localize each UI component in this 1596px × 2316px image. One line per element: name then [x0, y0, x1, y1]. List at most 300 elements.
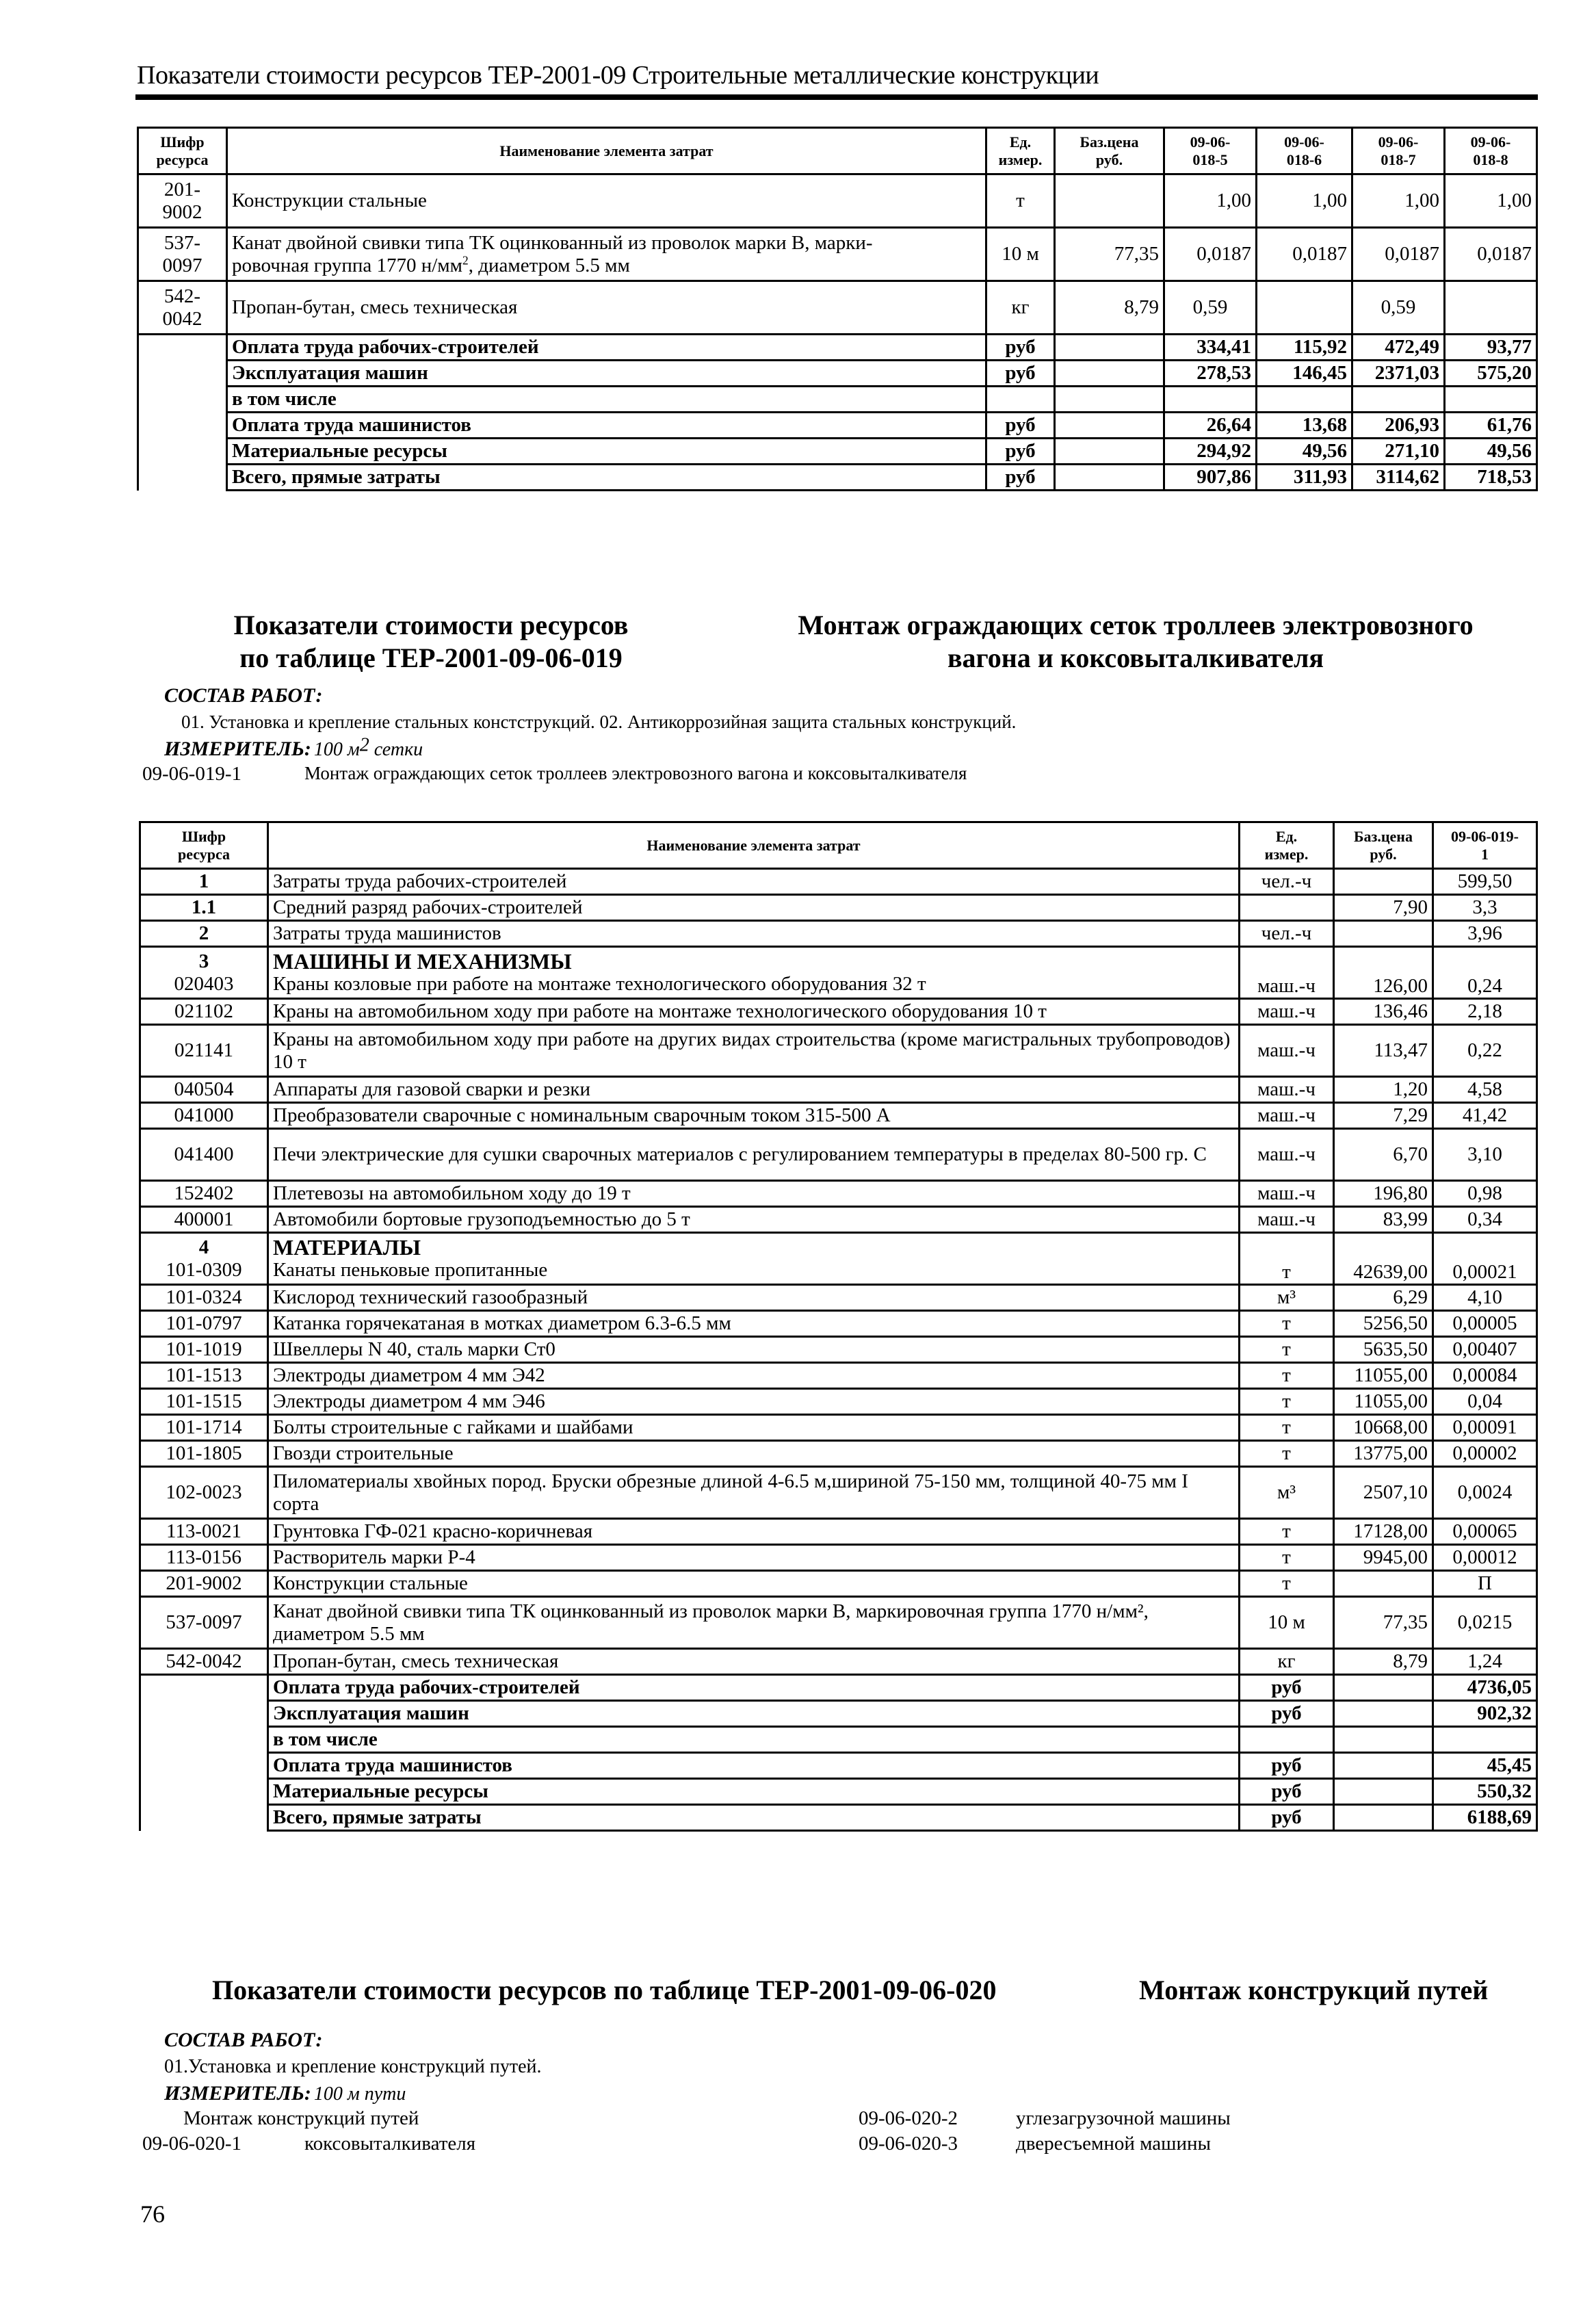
resource-base-price: [1055, 413, 1164, 439]
col-header-018-5: 09-06- 018-5: [1164, 128, 1257, 174]
resource-code: 021102: [140, 999, 268, 1025]
totals-label: Оплата труда рабочих-строителей: [227, 335, 986, 361]
resource-value: 1,24: [1433, 1649, 1537, 1675]
totals-value: [1433, 1727, 1537, 1753]
resource-value: 1,00: [1164, 174, 1257, 228]
resource-name: Аппараты для газовой сварки и резки: [268, 1077, 1240, 1103]
resource-value: 0,0187: [1257, 228, 1352, 281]
totals-value: 45,45: [1433, 1753, 1537, 1779]
item-code: 09-06-019-1: [142, 763, 241, 785]
resource-value: 0,24: [1433, 947, 1537, 999]
resource-name: Затраты труда рабочих-строителей: [268, 869, 1240, 895]
totals-row: [140, 1675, 1537, 1701]
resource-unit: т: [1240, 1233, 1334, 1285]
resource-unit: маш.-ч: [1240, 947, 1334, 999]
resource-unit: т: [1240, 1311, 1334, 1337]
totals-row: [138, 361, 1537, 387]
resource-name: Швеллеры N 40, сталь марки Ст0: [268, 1337, 1240, 1363]
table-row: [140, 1311, 1537, 1337]
table-row: [140, 1571, 1537, 1597]
resource-unit: т: [1240, 1363, 1334, 1389]
table-row: [138, 228, 1537, 281]
totals-label: Материальные ресурсы: [268, 1779, 1240, 1805]
totals-row: [140, 1805, 1537, 1831]
resource-base-price: 77,35: [1055, 228, 1164, 281]
totals-value: 718,53: [1445, 465, 1537, 491]
resource-unit: кг: [986, 281, 1055, 335]
page-header: Показатели стоимости ресурсов ТЕР-2001-09 Строительные металлические конструкции: [137, 61, 1099, 90]
resource-unit: т: [1240, 1415, 1334, 1441]
resource-base-price: 136,46: [1334, 999, 1433, 1025]
resource-value: 4,58: [1433, 1077, 1537, 1103]
resource-unit: чел.-ч: [1240, 869, 1334, 895]
totals-value: 334,41: [1164, 335, 1257, 361]
resource-name: Плетевозы на автомобильном ходу до 19 т: [268, 1181, 1240, 1207]
table-row: [140, 1285, 1537, 1311]
resource-name: Конструкции стальные: [227, 174, 986, 228]
resource-value: 0,59: [1164, 281, 1257, 335]
resource-name: Краны на автомобильном ходу при работе на других видах строительства (кроме магистральных трубопроводов) 10 т: [268, 1025, 1240, 1077]
resource-unit: т: [1240, 1519, 1334, 1545]
resource-base-price: [1055, 387, 1164, 413]
col-header-unit: Ед. измер.: [986, 128, 1055, 174]
resource-base-price: 10668,00: [1334, 1415, 1433, 1441]
resource-base-price: 11055,00: [1334, 1389, 1433, 1415]
resource-base-price: [1334, 1701, 1433, 1727]
meter: ИЗМЕРИТЕЛЬ: 100 м пути: [164, 2082, 406, 2105]
resource-name: Электроды диаметром 4 мм Э42: [268, 1363, 1240, 1389]
resource-base-price: 77,35: [1334, 1597, 1433, 1649]
totals-row: [140, 1701, 1537, 1727]
resource-unit: т: [986, 174, 1055, 228]
table-row: [140, 1649, 1537, 1675]
col-header-base-price: Баз.цена руб.: [1334, 822, 1433, 869]
header-rule: [135, 94, 1538, 100]
group-label: Монтаж конструкций путей: [183, 2107, 419, 2129]
resource-base-price: 11055,00: [1334, 1363, 1433, 1389]
totals-label: Эксплуатация машин: [268, 1701, 1240, 1727]
resource-value: 4,10: [1433, 1285, 1537, 1311]
table-row: [140, 999, 1537, 1025]
resource-base-price: [1055, 465, 1164, 491]
resource-base-price: 6,29: [1334, 1285, 1433, 1311]
resource-base-price: 13775,00: [1334, 1441, 1433, 1467]
totals-value: 61,76: [1445, 413, 1537, 439]
resource-code: [138, 361, 227, 387]
totals-label: Оплата труда машинистов: [268, 1753, 1240, 1779]
resource-code: [138, 413, 227, 439]
totals-label: Эксплуатация машин: [227, 361, 986, 387]
totals-label: Материальные ресурсы: [227, 439, 986, 465]
resource-code: 101-1805: [140, 1441, 268, 1467]
resource-name: Затраты труда машинистов: [268, 921, 1240, 947]
totals-value: [1352, 387, 1445, 413]
section-subtitle-020: Монтаж конструкций путей: [1139, 1975, 1489, 2005]
resource-unit: т: [1240, 1337, 1334, 1363]
resource-name: Гвозди строительные: [268, 1441, 1240, 1467]
resource-unit: [1240, 895, 1334, 921]
resource-value: 0,00021: [1433, 1233, 1537, 1285]
totals-unit: руб: [986, 465, 1055, 491]
totals-value: 49,56: [1445, 439, 1537, 465]
item-name: углезагрузочной машины: [1016, 2107, 1231, 2129]
resource-code: [138, 387, 227, 413]
totals-unit: руб: [1240, 1805, 1334, 1831]
table-row: [140, 1207, 1537, 1233]
resource-unit: м³: [1240, 1285, 1334, 1311]
totals-row: [140, 1779, 1537, 1805]
resource-unit: 10 м: [1240, 1597, 1334, 1649]
resource-name: Катанка горячекатаная в мотках диаметром 6.3-6.5 мм: [268, 1311, 1240, 1337]
totals-value: [1257, 387, 1352, 413]
resource-base-price: 5256,50: [1334, 1311, 1433, 1337]
resource-code: 021141: [140, 1025, 268, 1077]
totals-value: 206,93: [1352, 413, 1445, 439]
resource-value: 0,00012: [1433, 1545, 1537, 1571]
table-row: [140, 1389, 1537, 1415]
totals-label: в том числе: [227, 387, 986, 413]
resource-base-price: [1055, 335, 1164, 361]
resource-code: 537-0097: [140, 1597, 268, 1649]
table-row: [140, 1467, 1537, 1519]
resource-base-price: [1334, 1727, 1433, 1753]
totals-unit: [1240, 1727, 1334, 1753]
item-code: 09-06-020-3: [859, 2133, 958, 2155]
totals-value: 2371,03: [1352, 361, 1445, 387]
resource-code: 102-0023: [140, 1467, 268, 1519]
table-row: [140, 1363, 1537, 1389]
resource-value: 0,00091: [1433, 1415, 1537, 1441]
totals-value: 49,56: [1257, 439, 1352, 465]
resource-unit: маш.-ч: [1240, 999, 1334, 1025]
resource-code: [138, 335, 227, 361]
resource-value: П: [1433, 1571, 1537, 1597]
resource-base-price: 83,99: [1334, 1207, 1433, 1233]
col-header-018-7: 09-06- 018-7: [1352, 128, 1445, 174]
totals-label: Всего, прямые затраты: [227, 465, 986, 491]
resource-table-019: [139, 821, 1538, 1832]
resource-code: [140, 1753, 268, 1779]
resource-unit: 10 м: [986, 228, 1055, 281]
totals-row: [138, 387, 1537, 413]
resource-code: 2: [140, 921, 268, 947]
resource-value: 0,0187: [1352, 228, 1445, 281]
resource-unit: маш.-ч: [1240, 1181, 1334, 1207]
resource-value: 0,0215: [1433, 1597, 1537, 1649]
resource-code: 041400: [140, 1129, 268, 1181]
resource-base-price: [1334, 921, 1433, 947]
totals-value: [1445, 387, 1537, 413]
resource-value: 0,00002: [1433, 1441, 1537, 1467]
table-row: [140, 1441, 1537, 1467]
resource-value: 0,00407: [1433, 1337, 1537, 1363]
resource-value: 0,0187: [1445, 228, 1537, 281]
resource-code: [140, 1779, 268, 1805]
resource-name: Пропан-бутан, смесь техническая: [227, 281, 986, 335]
resource-unit: маш.-ч: [1240, 1025, 1334, 1077]
totals-value: 902,32: [1433, 1701, 1537, 1727]
resource-base-price: 17128,00: [1334, 1519, 1433, 1545]
resource-code: 113-0021: [140, 1519, 268, 1545]
totals-unit: [986, 387, 1055, 413]
resource-value: 2,18: [1433, 999, 1537, 1025]
resource-name: МАТЕРИАЛЫ Канаты пеньковые пропитанные: [268, 1233, 1240, 1285]
resource-value: 0,04: [1433, 1389, 1537, 1415]
totals-value: 278,53: [1164, 361, 1257, 387]
resource-unit: м³: [1240, 1467, 1334, 1519]
resource-name: Автомобили бортовые грузоподъемностью до 5 т: [268, 1207, 1240, 1233]
totals-label: Оплата труда рабочих-строителей: [268, 1675, 1240, 1701]
totals-row: [138, 465, 1537, 491]
col-header-code: Шифр ресурса: [138, 128, 227, 174]
meter: ИЗМЕРИТЕЛЬ: 100 $м^2$ сетки: [164, 734, 423, 760]
resource-base-price: 7,90: [1334, 895, 1433, 921]
resource-value: 3,96: [1433, 921, 1537, 947]
totals-label: Оплата труда машинистов: [227, 413, 986, 439]
totals-label: в том числе: [268, 1727, 1240, 1753]
resource-base-price: 42639,00: [1334, 1233, 1433, 1285]
col-header-018-6: 09-06- 018-6: [1257, 128, 1352, 174]
table-row: [140, 1129, 1537, 1181]
works-label: СОСТАВ РАБОТ:: [164, 684, 323, 707]
resource-base-price: [1055, 439, 1164, 465]
resource-value: 0,22: [1433, 1025, 1537, 1077]
resource-name: Электроды диаметром 4 мм Э46: [268, 1389, 1240, 1415]
resource-base-price: 8,79: [1334, 1649, 1433, 1675]
resource-code: 537- 0097: [138, 228, 227, 281]
resource-code: [140, 1675, 268, 1701]
resource-base-price: [1055, 361, 1164, 387]
resource-unit: маш.-ч: [1240, 1207, 1334, 1233]
resource-code: 400001: [140, 1207, 268, 1233]
totals-unit: руб: [1240, 1779, 1334, 1805]
resource-code: 201- 9002: [138, 174, 227, 228]
totals-label: Всего, прямые затраты: [268, 1805, 1240, 1831]
totals-unit: руб: [986, 439, 1055, 465]
resource-code: 040504: [140, 1077, 268, 1103]
resource-code: 3 020403: [140, 947, 268, 999]
table-row: [140, 1415, 1537, 1441]
table-row: [140, 1181, 1537, 1207]
works-text: 01. Установка и крепление стальных констструкций. 02. Антикоррозийная защита стальных конструкций.: [181, 712, 1017, 732]
resource-code: 1: [140, 869, 268, 895]
resource-value: 0,34: [1433, 1207, 1537, 1233]
totals-row: [138, 413, 1537, 439]
table-row: [140, 1337, 1537, 1363]
resource-unit: т: [1240, 1441, 1334, 1467]
resource-base-price: [1334, 1805, 1433, 1831]
resource-base-price: 6,70: [1334, 1129, 1433, 1181]
resource-code: 101-1515: [140, 1389, 268, 1415]
resource-unit: чел.-ч: [1240, 921, 1334, 947]
section-title-019: Показатели стоимости ресурсов по таблице ТЕР-2001-09-06-019: [233, 610, 629, 673]
resource-base-price: 2507,10: [1334, 1467, 1433, 1519]
col-header-base-price: Баз.цена руб.: [1055, 128, 1164, 174]
totals-value: 6188,69: [1433, 1805, 1537, 1831]
resource-unit: маш.-ч: [1240, 1077, 1334, 1103]
resource-unit: маш.-ч: [1240, 1103, 1334, 1129]
resource-code: [140, 1805, 268, 1831]
resource-name: Преобразователи сварочные с номинальным сварочным током 315-500 А: [268, 1103, 1240, 1129]
resource-value: 1,00: [1257, 174, 1352, 228]
totals-row: [138, 439, 1537, 465]
resource-base-price: 1,20: [1334, 1077, 1433, 1103]
totals-value: 115,92: [1257, 335, 1352, 361]
totals-unit: руб: [1240, 1753, 1334, 1779]
totals-unit: руб: [986, 335, 1055, 361]
resource-unit: кг: [1240, 1649, 1334, 1675]
resource-code: 101-1019: [140, 1337, 268, 1363]
table-row: [140, 1103, 1537, 1129]
works-label: СОСТАВ РАБОТ:: [164, 2029, 323, 2051]
resource-value: 0,59: [1352, 281, 1445, 335]
resource-value: 1,00: [1352, 174, 1445, 228]
resource-code: 152402: [140, 1181, 268, 1207]
totals-unit: руб: [986, 361, 1055, 387]
item-code: 09-06-020-2: [859, 2107, 958, 2129]
resource-unit: т: [1240, 1571, 1334, 1597]
col-header-code: Шифр ресурса: [140, 822, 268, 869]
resource-base-price: [1334, 1675, 1433, 1701]
section-row: [140, 1233, 1537, 1285]
resource-name: Средний разряд рабочих-строителей: [268, 895, 1240, 921]
table-row: [138, 281, 1537, 335]
resource-base-price: 5635,50: [1334, 1337, 1433, 1363]
resource-code: 542-0042: [140, 1649, 268, 1675]
resource-code: [138, 439, 227, 465]
resource-value: [1257, 281, 1352, 335]
table-row: [140, 1077, 1537, 1103]
col-header-018-8: 09-06- 018-8: [1445, 128, 1537, 174]
col-header-name: Наименование элемента затрат: [227, 128, 986, 174]
resource-value: 599,50: [1433, 869, 1537, 895]
resource-code: 041000: [140, 1103, 268, 1129]
table-row: [140, 1545, 1537, 1571]
resource-base-price: 126,00: [1334, 947, 1433, 999]
resource-code: [140, 1701, 268, 1727]
totals-value: 3114,62: [1352, 465, 1445, 491]
totals-value: 472,49: [1352, 335, 1445, 361]
totals-row: [140, 1727, 1537, 1753]
col-header-019-1: 09-06-019- 1: [1433, 822, 1537, 869]
table-header-row: [140, 822, 1537, 869]
resource-base-price: [1334, 1571, 1433, 1597]
item-name: Монтаж ограждающих сеток троллеев электровозного вагона и коксовыталкивателя: [304, 763, 967, 783]
resource-base-price: 196,80: [1334, 1181, 1433, 1207]
col-header-unit: Ед. измер.: [1240, 822, 1334, 869]
resource-code: 201-9002: [140, 1571, 268, 1597]
section-row: [140, 947, 1537, 999]
resource-value: 41,42: [1433, 1103, 1537, 1129]
totals-unit: руб: [1240, 1675, 1334, 1701]
resource-code: [140, 1727, 268, 1753]
totals-value: 311,93: [1257, 465, 1352, 491]
totals-value: 4736,05: [1433, 1675, 1537, 1701]
resource-code: 101-1714: [140, 1415, 268, 1441]
resource-value: 0,00005: [1433, 1311, 1537, 1337]
resource-name: Растворитель марки Р-4: [268, 1545, 1240, 1571]
resource-value: 0,0187: [1164, 228, 1257, 281]
totals-value: 907,86: [1164, 465, 1257, 491]
resource-value: 0,0024: [1433, 1467, 1537, 1519]
totals-value: 26,64: [1164, 413, 1257, 439]
totals-unit: руб: [1240, 1701, 1334, 1727]
item-name: коксовыталкивателя: [304, 2133, 476, 2155]
resource-table-018: [137, 127, 1538, 491]
resource-name: Кислород технический газообразный: [268, 1285, 1240, 1311]
resource-value: 0,00084: [1433, 1363, 1537, 1389]
resource-code: 1.1: [140, 895, 268, 921]
totals-value: 550,32: [1433, 1779, 1537, 1805]
resource-name: Грунтовка ГФ-021 красно-коричневая: [268, 1519, 1240, 1545]
totals-value: [1164, 387, 1257, 413]
totals-value: 13,68: [1257, 413, 1352, 439]
table-row: [140, 1597, 1537, 1649]
resource-name: Канат двойной свивки типа ТК оцинкованный из проволок марки В, маркировочная группа 1770 н/мм², диаметром 5.5 мм: [268, 1597, 1240, 1649]
resource-base-price: [1055, 174, 1164, 228]
works-text: 01.Установка и крепление конструкций путей.: [164, 2056, 542, 2077]
resource-name: Пиломатериалы хвойных пород. Бруски обрезные длиной 4-6.5 м,шириной 75-150 мм, толщиной 40-75 мм I сорта: [268, 1467, 1240, 1519]
totals-value: 146,45: [1257, 361, 1352, 387]
resource-base-price: 8,79: [1055, 281, 1164, 335]
resource-code: 101-1513: [140, 1363, 268, 1389]
resource-value: 0,00065: [1433, 1519, 1537, 1545]
totals-row: [138, 335, 1537, 361]
resource-name: Конструкции стальные: [268, 1571, 1240, 1597]
resource-code: [138, 465, 227, 491]
resource-name: Канат двойной свивки типа ТК оцинкованный из проволок марки В, марки- ровочная группа 1770 $н/мм^2$, диаметром 5.5 мм: [227, 228, 986, 281]
table-row: [140, 1025, 1537, 1077]
resource-code: 101-0797: [140, 1311, 268, 1337]
item-code: 09-06-020-1: [142, 2133, 241, 2155]
totals-row: [140, 1753, 1537, 1779]
totals-value: 294,92: [1164, 439, 1257, 465]
totals-value: 271,10: [1352, 439, 1445, 465]
col-header-name: Наименование элемента затрат: [268, 822, 1240, 869]
table-header-row: [138, 128, 1537, 174]
resource-unit: т: [1240, 1389, 1334, 1415]
resource-unit: маш.-ч: [1240, 1129, 1334, 1181]
table-row: [140, 1519, 1537, 1545]
resource-value: 0,98: [1433, 1181, 1537, 1207]
item-name: двересъемной машины: [1016, 2133, 1212, 2155]
resource-code: 4 101-0309: [140, 1233, 268, 1285]
resource-base-price: [1334, 1779, 1433, 1805]
totals-value: 575,20: [1445, 361, 1537, 387]
resource-value: 1,00: [1445, 174, 1537, 228]
resource-code: 113-0156: [140, 1545, 268, 1571]
section-title-020: Показатели стоимости ресурсов по таблице ТЕР-2001-09-06-020: [212, 1975, 997, 2005]
resource-base-price: [1334, 1753, 1433, 1779]
page-number: 76: [140, 2200, 165, 2228]
resource-value: 3,3: [1433, 895, 1537, 921]
resource-name: Пропан-бутан, смесь техническая: [268, 1649, 1240, 1675]
resource-value: [1445, 281, 1537, 335]
resource-unit: т: [1240, 1545, 1334, 1571]
table-row: [138, 174, 1537, 228]
totals-unit: руб: [986, 413, 1055, 439]
resource-name: МАШИНЫ И МЕХАНИЗМЫ Краны козловые при работе на монтаже технологического оборудования 32 т: [268, 947, 1240, 999]
resource-value: 3,10: [1433, 1129, 1537, 1181]
resource-code: 542- 0042: [138, 281, 227, 335]
resource-base-price: 7,29: [1334, 1103, 1433, 1129]
resource-name: Печи электрические для сушки сварочных материалов с регулированием температуры в пределах 80-500 гр. С: [268, 1129, 1240, 1181]
resource-base-price: 9945,00: [1334, 1545, 1433, 1571]
resource-base-price: [1334, 869, 1433, 895]
resource-name: Краны на автомобильном ходу при работе на монтаже технологического оборудования 10 т: [268, 999, 1240, 1025]
totals-value: 93,77: [1445, 335, 1537, 361]
resource-code: 101-0324: [140, 1285, 268, 1311]
